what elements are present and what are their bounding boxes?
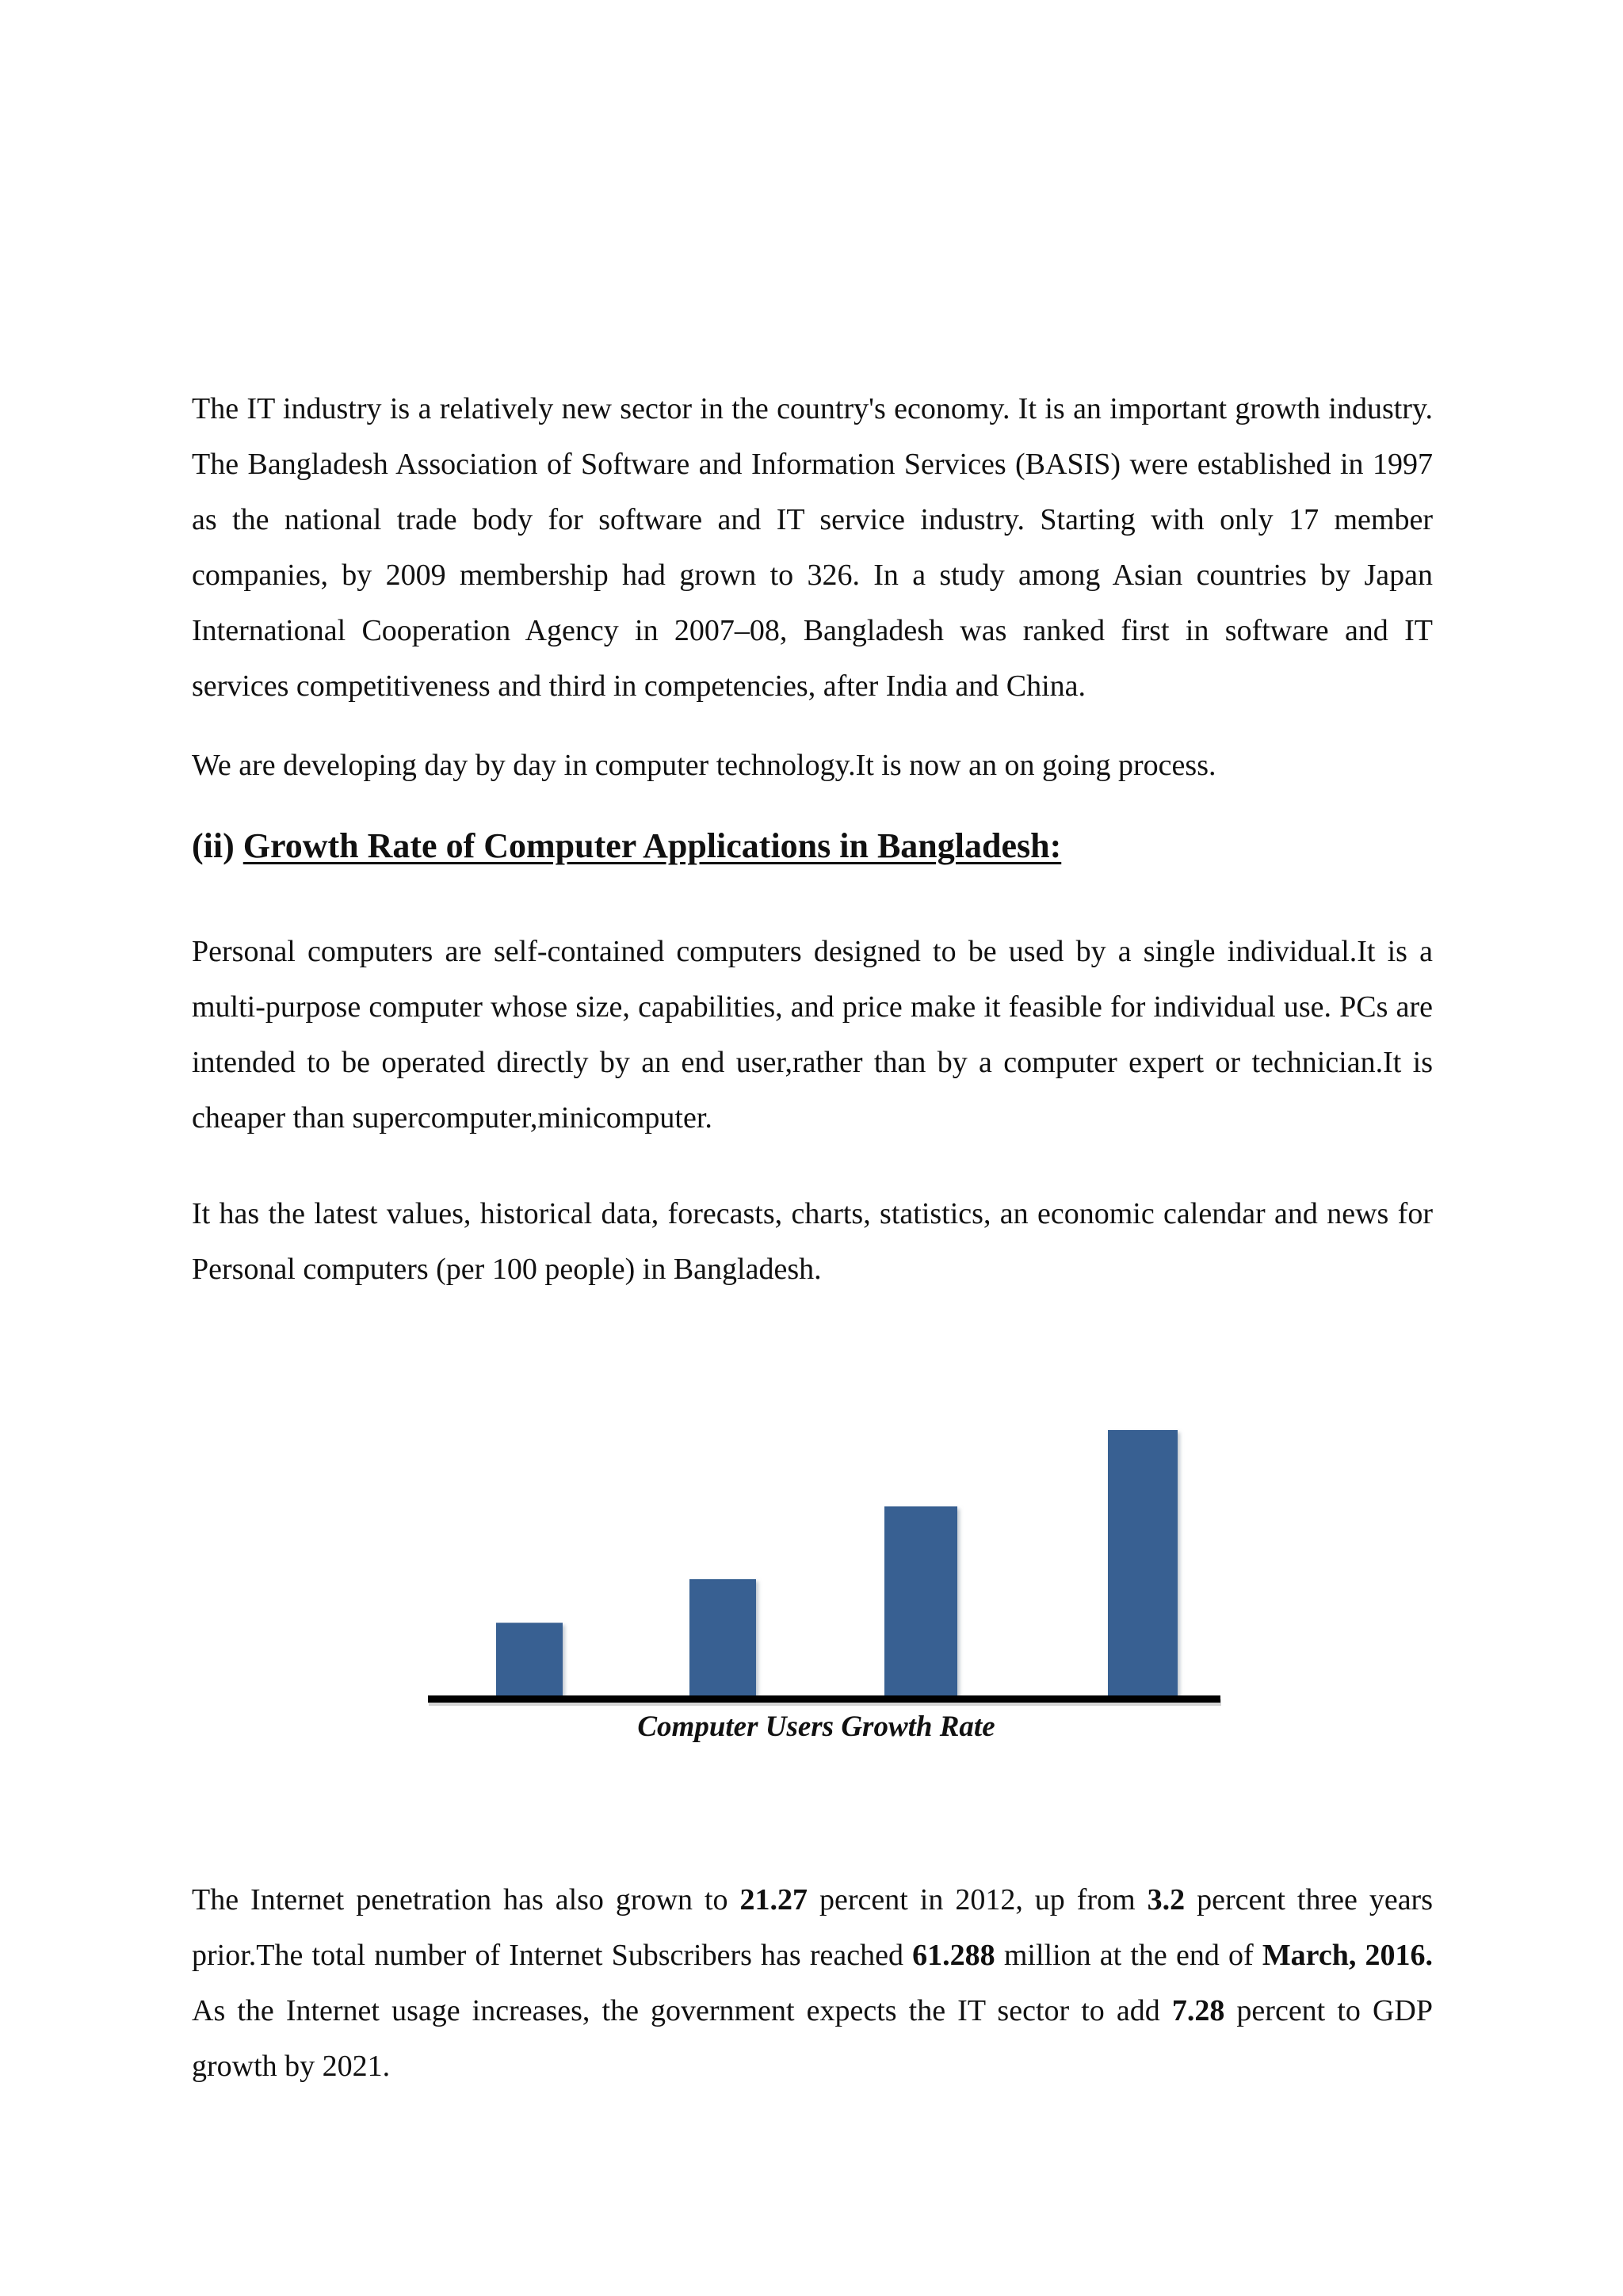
p5-value-gdp: 7.28	[1171, 1994, 1225, 2027]
computer-users-bar-chart	[412, 1410, 1236, 1743]
paragraph-it-industry: The IT industry is a relatively new sector in the country's economy. It is an important growth industry. The Bangladesh Association of Software and Information Services (BASIS) were established in 1997 as the national trade body for software and IT service industry. Starting with only 17 member companies, by 2009 membership had grown to 326. In a study among Asian countries by Japan International Cooperation Agency in 2007–08, Bangladesh was ranked first in software and IT services competitiveness and third in competencies, after India and China.	[192, 392, 1433, 703]
paragraph-developing: We are developing day by day in computer technology.It is now an on going process.	[192, 749, 1216, 782]
p5-text-4: million at the end of	[995, 1939, 1262, 1972]
p5-text-2: percent in 2012, up from	[808, 1883, 1148, 1917]
chart-x-axis	[428, 1695, 1220, 1703]
p5-text-3: percent three years prior.The total number of Internet Subscribers has reached	[192, 1883, 1434, 1972]
p5-value-penetration: 21.27	[739, 1883, 808, 1917]
p5-text-5: As the Internet usage increases, the government expects the IT sector to add	[192, 1994, 1172, 2027]
chart-bar-2	[689, 1579, 756, 1695]
heading-prefix: (ii)	[192, 826, 243, 865]
p5-text-6: percent to GDP growth by 2021.	[192, 1994, 1433, 2083]
chart-bars	[496, 1430, 1178, 1695]
p5-value-date: March, 2016.	[1262, 1939, 1434, 1972]
section-heading	[192, 826, 1061, 866]
p5-value-prior: 3.2	[1147, 1883, 1186, 1917]
chart-bar-4	[1108, 1430, 1178, 1695]
paragraph-internet-penetration	[192, 1872, 1433, 2094]
p5-value-subscribers: 61.288	[912, 1939, 995, 1972]
paragraph-latest-values: It has the latest values, historical data, forecasts, charts, statistics, an economic calendar and news for Personal computers (per 100 people) in Bangladesh.	[192, 1197, 1433, 1286]
paragraph-personal-computers: Personal computers are self-contained computers designed to be used by a single individual.It is a multi-purpose computer whose size, capabilities, and price make it feasible for individual use. PCs are intended to be operated directly by an end user,rather than by a computer expert or technician.It is cheaper than supercomputer,minicomputer.	[192, 935, 1433, 1135]
chart-bar-1	[496, 1623, 563, 1695]
p5-text-1: The Internet penetration has also grown to	[192, 1883, 740, 1917]
chart-caption: Computer Users Growth Rate	[637, 1711, 995, 1743]
chart-bar-3	[884, 1506, 957, 1695]
heading-title: Growth Rate of Computer Applications in Bangladesh:	[242, 826, 1062, 865]
